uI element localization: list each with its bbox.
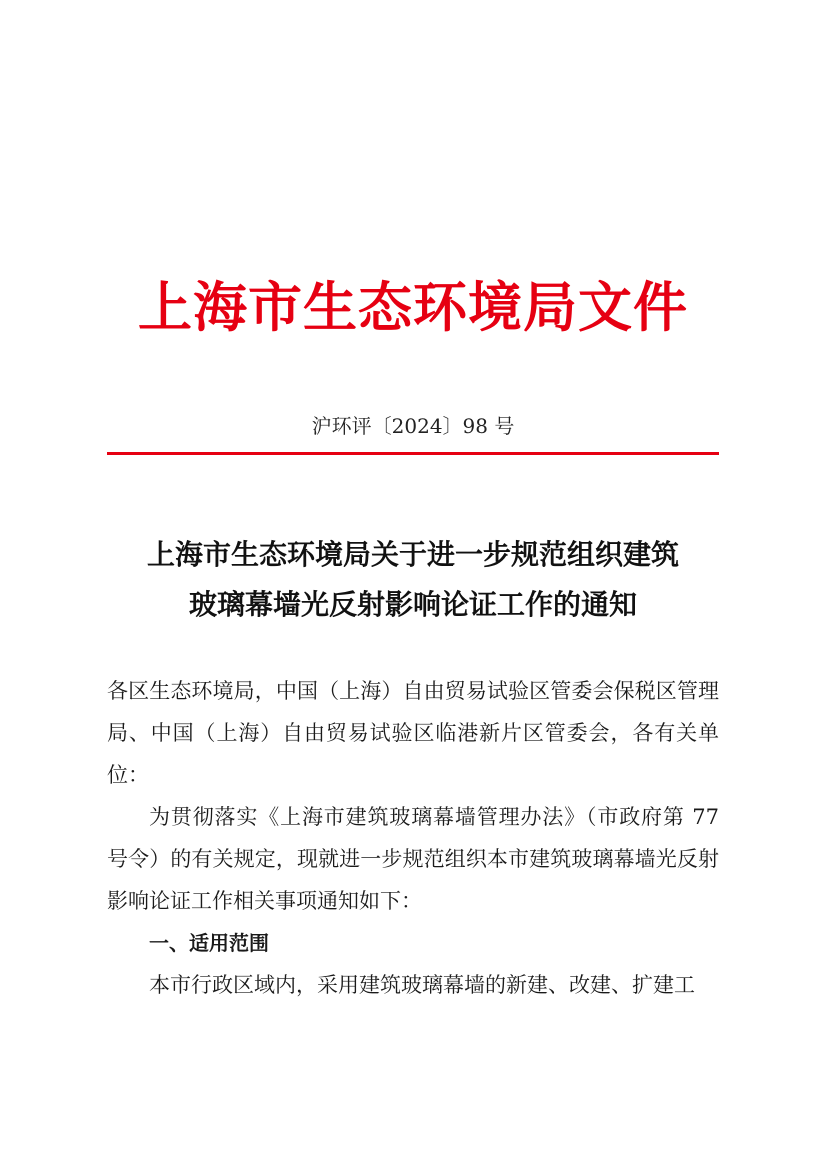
red-divider-line — [107, 452, 719, 455]
document-body — [107, 670, 719, 1006]
document-number: 沪环评〔2024〕98 号 — [311, 414, 515, 438]
document-masthead: 上海市生态环境局文件 — [138, 275, 688, 339]
title-line-2: 玻璃幕墙光反射影响论证工作的通知 — [188, 588, 637, 621]
addressee-paragraph: 各区生态环境局，中国（上海）自由贸易试验区管委会保税区管理局、中国（上海）自由贸易试验区临港新片区管委会，各有关单位： — [107, 679, 719, 787]
document-title — [90, 530, 736, 630]
title-line-1: 上海市生态环境局关于进一步规范组织建筑 — [146, 538, 679, 571]
section-scope-paragraph: 本市行政区域内，采用建筑玻璃幕墙的新建、改建、扩建工 — [149, 973, 695, 997]
section-heading-scope: 一、适用范围 — [149, 931, 269, 955]
intro-paragraph: 为贯彻落实《上海市建筑玻璃幕墙管理办法》（市政府第 77 号令）的有关规定，现就进一步规范组织本市建筑玻璃幕墙光反射影响论证工作相关事项通知如下： — [107, 805, 719, 913]
